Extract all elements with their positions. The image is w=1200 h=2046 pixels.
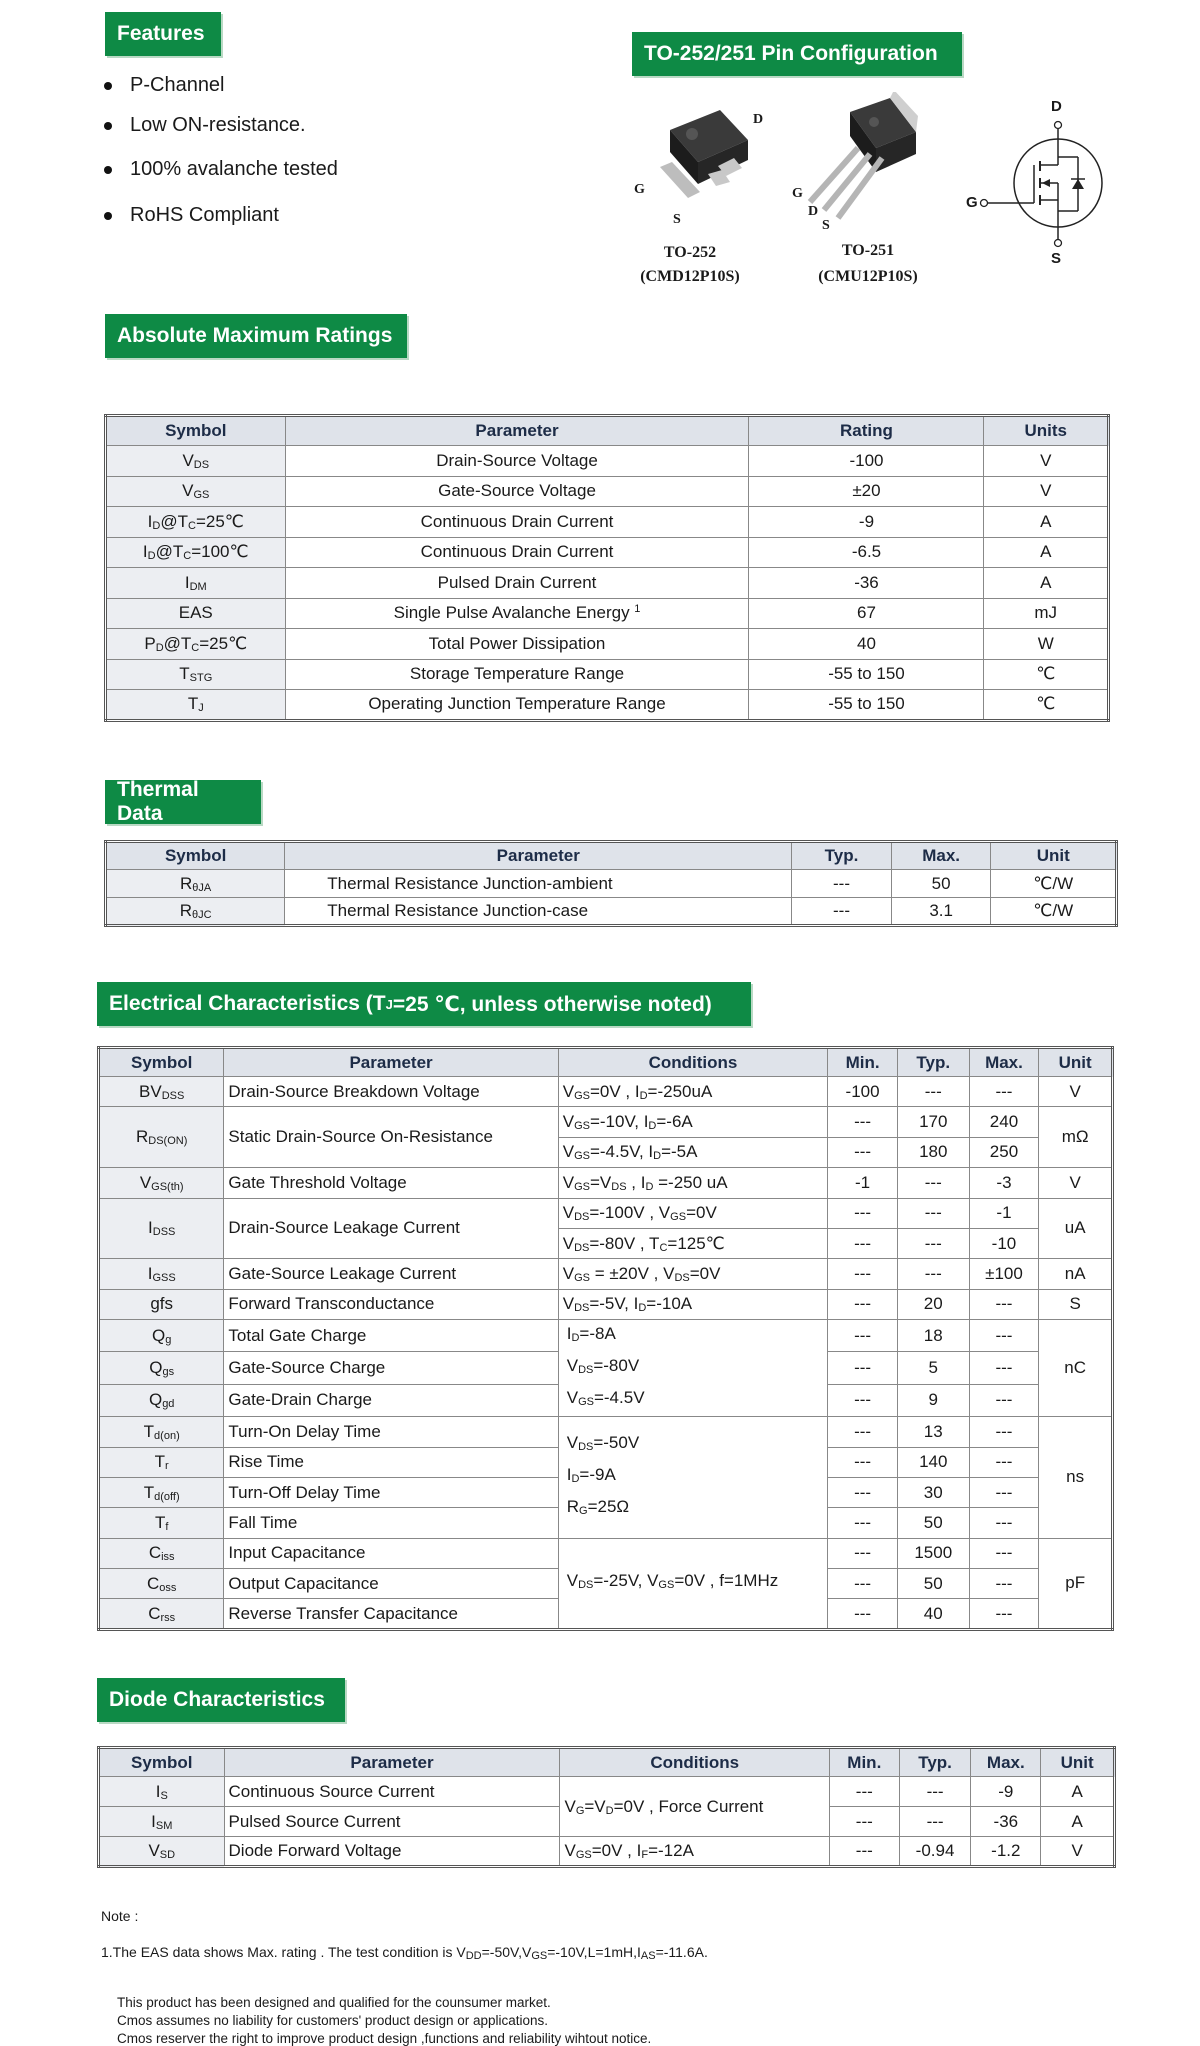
thermal-title: Thermal Data xyxy=(117,778,199,825)
typ-cell: 20 xyxy=(897,1289,969,1319)
parameter-cell: Total Gate Charge xyxy=(224,1320,558,1352)
symbol-cell: $R_{DS(ON)}$ xyxy=(99,1107,224,1168)
parameter-cell: Gate-Source Leakage Current xyxy=(224,1259,558,1289)
symbol-cell: $C_{iss}$ xyxy=(99,1538,224,1568)
parameter-cell: Pulsed Drain Current xyxy=(285,568,749,599)
max-cell: --- xyxy=(969,1352,1039,1384)
symbol-cell: $V_{GS(th)}$ xyxy=(99,1168,224,1198)
bullet-icon xyxy=(104,212,112,220)
table-row xyxy=(106,507,1109,538)
symbol-cell: $T_{d(on)}$ xyxy=(99,1417,224,1447)
table-row xyxy=(106,898,1117,926)
max-cell: ±100 xyxy=(969,1259,1039,1289)
unit-cell: S xyxy=(1039,1289,1113,1319)
max-cell: -3 xyxy=(969,1168,1039,1198)
typ-cell: 170 xyxy=(897,1107,969,1137)
condition-cell: $V_{GS}=0V$ , $I_D=-250uA$ xyxy=(558,1077,828,1107)
max-cell: -9 xyxy=(971,1777,1041,1807)
column-header: Units xyxy=(984,416,1109,446)
typ-cell: --- xyxy=(897,1168,969,1198)
condition-cell: $V_{DS}=-25V$, $V_{GS}=0V$ , f=1MHz xyxy=(558,1538,828,1629)
table-row xyxy=(106,568,1109,599)
min-cell: --- xyxy=(828,1259,898,1289)
max-cell: --- xyxy=(969,1538,1039,1568)
table-row xyxy=(99,1538,1113,1568)
parameter-cell: Diode Forward Voltage xyxy=(224,1837,560,1867)
rating-cell: -55 to 150 xyxy=(749,659,984,690)
symbol-cell: $T_J$ xyxy=(106,690,286,721)
to251-part-number: (CMU12P10S) xyxy=(818,268,918,285)
note-label: Note : xyxy=(101,1908,139,1924)
max-cell: --- xyxy=(969,1447,1039,1477)
symbol-cell: EAS xyxy=(106,598,286,629)
electrical-title-a: Electrical Characteristics (T xyxy=(109,992,386,1015)
max-cell: --- xyxy=(969,1320,1039,1352)
parameter-cell: Continuous Drain Current xyxy=(285,537,749,568)
column-header: Min. xyxy=(829,1748,899,1777)
feature-text: RoHS Compliant xyxy=(130,204,279,226)
min-cell: --- xyxy=(828,1417,898,1447)
unit-cell: V xyxy=(1041,1837,1115,1867)
max-cell: --- xyxy=(969,1477,1039,1507)
symbol-cell: $T_{d(off)}$ xyxy=(99,1477,224,1507)
column-header: Parameter xyxy=(224,1048,558,1077)
max-cell: 250 xyxy=(969,1137,1039,1167)
to252-package-image xyxy=(630,92,770,212)
thermal-table xyxy=(104,840,1118,927)
typ-cell: 180 xyxy=(897,1137,969,1167)
parameter-cell: Continuous Source Current xyxy=(224,1777,560,1807)
rating-cell: -55 to 150 xyxy=(749,690,984,721)
rating-cell: -36 xyxy=(749,568,984,599)
typ-cell: --- xyxy=(897,1077,969,1107)
rating-cell: 40 xyxy=(749,629,984,660)
max-cell: -1 xyxy=(969,1198,1039,1228)
parameter-cell: Gate-Source Voltage xyxy=(285,476,749,507)
min-cell: -1 xyxy=(828,1168,898,1198)
parameter-cell: Gate-Source Charge xyxy=(224,1352,558,1384)
max-cell: --- xyxy=(969,1569,1039,1599)
symbol-cell: $R_{\theta JC}$ xyxy=(106,898,285,926)
unit-cell: W xyxy=(984,629,1109,660)
feature-item xyxy=(104,74,225,97)
typ-cell: --- xyxy=(897,1228,969,1258)
condition-cell: $V_{GS} = \pm 20V$ , $V_{DS}=0V$ xyxy=(558,1259,828,1289)
condition-cell: $V_{GS}=0V$ , $I_F=-12A$ xyxy=(560,1837,829,1867)
symbol-cell: $T_r$ xyxy=(99,1447,224,1477)
unit-cell: uA xyxy=(1039,1198,1113,1259)
parameter-cell: Total Power Dissipation xyxy=(285,629,749,660)
electrical-title-b: =25 ℃, unless otherwise noted) xyxy=(392,992,712,1016)
electrical-table xyxy=(97,1046,1114,1631)
typ-cell: --- xyxy=(899,1807,971,1837)
parameter-cell: Reverse Transfer Capacitance xyxy=(224,1599,558,1629)
unit-cell: mJ xyxy=(984,598,1109,629)
min-cell: --- xyxy=(828,1137,898,1167)
symbol-pin-s: S xyxy=(1051,250,1062,267)
to251-package-image xyxy=(790,92,940,222)
parameter-cell: Continuous Drain Current xyxy=(285,507,749,538)
to252-part-number: (CMD12P10S) xyxy=(640,268,740,285)
table-row xyxy=(106,598,1109,629)
column-header: Typ. xyxy=(897,1048,969,1077)
symbol-cell: $I_{DM}$ xyxy=(106,568,286,599)
rating-cell: -6.5 xyxy=(749,537,984,568)
max-cell: --- xyxy=(969,1289,1039,1319)
column-header: Unit xyxy=(1039,1048,1113,1077)
unit-cell: V xyxy=(984,446,1109,477)
to251-pin-s: S xyxy=(822,218,830,233)
table-row xyxy=(99,1777,1115,1807)
parameter-cell: Pulsed Source Current xyxy=(224,1807,560,1837)
parameter-cell: Forward Transconductance xyxy=(224,1289,558,1319)
unit-cell: nA xyxy=(1039,1259,1113,1289)
bullet-icon xyxy=(104,122,112,130)
symbol-cell: $P_D@T_C=25℃$ xyxy=(106,629,286,660)
min-cell: --- xyxy=(828,1599,898,1629)
condition-cell: $V_{DS}=-5V$, $I_D=-10A$ xyxy=(558,1289,828,1319)
parameter-cell: Drain-Source Breakdown Voltage xyxy=(224,1077,558,1107)
min-cell: --- xyxy=(829,1777,899,1807)
feature-text: Low ON-resistance. xyxy=(130,114,306,136)
table-row xyxy=(106,870,1117,898)
table-row xyxy=(99,1107,1113,1137)
column-header: Unit xyxy=(1041,1748,1115,1777)
min-cell: --- xyxy=(828,1198,898,1228)
max-cell: -1.2 xyxy=(971,1837,1041,1867)
column-header: Symbol xyxy=(99,1748,225,1777)
unit-cell: A xyxy=(1041,1777,1115,1807)
parameter-cell: Thermal Resistance Junction-case xyxy=(285,898,792,926)
parameter-cell: Input Capacitance xyxy=(224,1538,558,1568)
table-row xyxy=(99,1289,1113,1319)
typ-cell: --- xyxy=(792,898,892,926)
condition-cell: $I_D=-8A$ $V_{DS}=-80V$ $V_{GS}=-4.5V$ xyxy=(558,1320,828,1417)
column-header: Symbol xyxy=(106,416,286,446)
symbol-cell: gfs xyxy=(99,1289,224,1319)
rating-cell: ±20 xyxy=(749,476,984,507)
parameter-cell: Thermal Resistance Junction-ambient xyxy=(285,870,792,898)
symbol-cell: $I_D@T_C=100℃$ xyxy=(106,537,286,568)
symbol-cell: $I_S$ xyxy=(99,1777,225,1807)
min-cell: --- xyxy=(829,1837,899,1867)
table-row xyxy=(106,629,1109,660)
unit-cell: nC xyxy=(1039,1320,1113,1417)
symbol-cell: $I_D@T_C=25℃$ xyxy=(106,507,286,538)
condition-cell: $V_{DS}=-100V$ , $V_{GS}=0V$ xyxy=(558,1198,828,1228)
p-channel-mosfet-symbol xyxy=(960,95,1110,270)
typ-cell: --- xyxy=(792,870,892,898)
symbol-cell: $I_{DSS}$ xyxy=(99,1198,224,1259)
parameter-cell: Turn-On Delay Time xyxy=(224,1417,558,1447)
parameter-cell: Gate Threshold Voltage xyxy=(224,1168,558,1198)
electrical-title-sub: J xyxy=(385,996,393,1012)
feature-text: P-Channel xyxy=(130,74,225,96)
column-header: Symbol xyxy=(99,1048,224,1077)
unit-cell: A xyxy=(1041,1807,1115,1837)
diode-table xyxy=(97,1746,1116,1868)
abs-max-table xyxy=(104,414,1110,722)
feature-text: 100% avalanche tested xyxy=(130,158,338,180)
diode-title: Diode Characteristics xyxy=(109,1688,325,1711)
symbol-cell: $T_f$ xyxy=(99,1508,224,1538)
symbol-cell: $Q_g$ xyxy=(99,1320,224,1352)
pin-config-heading xyxy=(632,32,962,76)
symbol-cell: $V_{DS}$ xyxy=(106,446,286,477)
pin-config-title: TO-252/251 Pin Configuration xyxy=(644,42,938,65)
column-header: Max. xyxy=(891,842,991,870)
abs-max-heading xyxy=(105,314,407,358)
thermal-heading xyxy=(105,780,261,824)
footer-line-1: This product has been designed and qualified for the counsumer market. xyxy=(117,1995,551,2010)
features-title: Features xyxy=(117,22,205,45)
unit-cell: ℃/W xyxy=(991,870,1117,898)
typ-cell: --- xyxy=(897,1259,969,1289)
min-cell: --- xyxy=(829,1807,899,1837)
column-header: Unit xyxy=(991,842,1117,870)
table-row xyxy=(106,476,1109,507)
min-cell: --- xyxy=(828,1538,898,1568)
footer-line-3: Cmos reserver the right to improve product design ,functions and reliability wihtout notice. xyxy=(117,2031,652,2046)
column-header: Typ. xyxy=(899,1748,971,1777)
bullet-icon xyxy=(104,166,112,174)
typ-cell: 1500 xyxy=(897,1538,969,1568)
unit-cell: A xyxy=(984,568,1109,599)
to251-pin-g: G xyxy=(792,186,803,201)
typ-cell: 140 xyxy=(897,1447,969,1477)
symbol-cell: $Q_{gs}$ xyxy=(99,1352,224,1384)
min-cell: --- xyxy=(828,1569,898,1599)
max-cell: --- xyxy=(969,1508,1039,1538)
symbol-cell: $BV_{DSS}$ xyxy=(99,1077,224,1107)
to251-name: TO-251 xyxy=(841,242,895,259)
to252-pin-d: D xyxy=(753,112,764,127)
symbol-cell: $R_{\theta JA}$ xyxy=(106,870,285,898)
max-cell: 3.1 xyxy=(891,898,991,926)
bullet-icon xyxy=(104,82,112,90)
unit-cell: ℃/W xyxy=(991,898,1117,926)
column-header: Symbol xyxy=(106,842,285,870)
parameter-cell: Gate-Drain Charge xyxy=(224,1384,558,1416)
table-row xyxy=(99,1198,1113,1228)
max-cell: -10 xyxy=(969,1228,1039,1258)
column-header: Max. xyxy=(969,1048,1039,1077)
unit-cell: A xyxy=(984,537,1109,568)
condition-cell: $V_{GS}=V_{DS}$ , $I_D =-250$ uA xyxy=(558,1168,828,1198)
table-row xyxy=(106,446,1109,477)
typ-cell: 40 xyxy=(897,1599,969,1629)
table-row xyxy=(99,1417,1113,1447)
typ-cell: 18 xyxy=(897,1320,969,1352)
abs-max-title: Absolute Maximum Ratings xyxy=(117,324,393,347)
parameter-cell: Single Pulse Avalanche Energy $^1$ xyxy=(285,598,749,629)
min-cell: --- xyxy=(828,1477,898,1507)
max-cell: -36 xyxy=(971,1807,1041,1837)
table-row xyxy=(99,1259,1113,1289)
column-header: Rating xyxy=(749,416,984,446)
table-row xyxy=(99,1077,1113,1107)
typ-cell: 50 xyxy=(897,1569,969,1599)
condition-cell: $V_G=V_D=0V$ , Force Current xyxy=(560,1777,829,1837)
typ-cell: --- xyxy=(897,1198,969,1228)
max-cell: 240 xyxy=(969,1107,1039,1137)
feature-item xyxy=(104,204,279,227)
parameter-cell: Turn-Off Delay Time xyxy=(224,1477,558,1507)
feature-item xyxy=(104,114,306,137)
parameter-cell: Operating Junction Temperature Range xyxy=(285,690,749,721)
parameter-cell: Static Drain-Source On-Resistance xyxy=(224,1107,558,1168)
max-cell: --- xyxy=(969,1077,1039,1107)
to251-pin-d: D xyxy=(808,204,819,219)
max-cell: --- xyxy=(969,1417,1039,1447)
min-cell: --- xyxy=(828,1107,898,1137)
typ-cell: 30 xyxy=(897,1477,969,1507)
typ-cell: -0.94 xyxy=(899,1837,971,1867)
column-header: Parameter xyxy=(285,842,792,870)
min-cell: --- xyxy=(828,1228,898,1258)
electrical-heading xyxy=(97,982,751,1026)
rating-cell: -100 xyxy=(749,446,984,477)
to252-name: TO-252 xyxy=(663,244,717,261)
to252-pin-s: S xyxy=(673,212,681,227)
typ-cell: --- xyxy=(899,1777,971,1807)
column-header: Parameter xyxy=(285,416,749,446)
rating-cell: 67 xyxy=(749,598,984,629)
column-header: Min. xyxy=(828,1048,898,1077)
footer-line-2: Cmos assumes no liability for customers' product design or applications. xyxy=(117,2013,549,2028)
column-header: Conditions xyxy=(558,1048,828,1077)
typ-cell: 5 xyxy=(897,1352,969,1384)
typ-cell: 9 xyxy=(897,1384,969,1416)
symbol-cell: $V_{GS}$ xyxy=(106,476,286,507)
column-header: Parameter xyxy=(224,1748,560,1777)
column-header: Conditions xyxy=(560,1748,829,1777)
condition-cell: $V_{DS}=-80V$ , $T_C=125℃$ xyxy=(558,1228,828,1258)
min-cell: --- xyxy=(828,1508,898,1538)
symbol-cell: $Q_{gd}$ xyxy=(99,1384,224,1416)
condition-cell: $V_{DS}=-50V$ $I_D=-9A$ $R_G=25\Omega$ xyxy=(558,1417,828,1539)
note-1: 1.The EAS data shows Max. rating . The test condition is $V_{DD}=-50V,V_{GS}=-10V,L=1mH,I_{AS}=-11.6A$. xyxy=(101,1944,708,1962)
max-cell: --- xyxy=(969,1384,1039,1416)
unit-cell: V xyxy=(1039,1077,1113,1107)
table-row xyxy=(106,537,1109,568)
min-cell: --- xyxy=(828,1320,898,1352)
symbol-cell: $T_{STG}$ xyxy=(106,659,286,690)
min-cell: --- xyxy=(828,1447,898,1477)
typ-cell: 50 xyxy=(897,1508,969,1538)
symbol-cell: $I_{GSS}$ xyxy=(99,1259,224,1289)
parameter-cell: Drain-Source Voltage xyxy=(285,446,749,477)
diode-heading xyxy=(97,1678,345,1722)
unit-cell: ns xyxy=(1039,1417,1113,1539)
footer-disclaimer xyxy=(117,1994,651,2046)
symbol-pin-d: D xyxy=(1051,98,1062,115)
unit-cell: ℃ xyxy=(984,690,1109,721)
parameter-cell: Drain-Source Leakage Current xyxy=(224,1198,558,1259)
parameter-cell: Output Capacitance xyxy=(224,1569,558,1599)
unit-cell: ℃ xyxy=(984,659,1109,690)
column-header: Typ. xyxy=(792,842,892,870)
min-cell: -100 xyxy=(828,1077,898,1107)
unit-cell: pF xyxy=(1039,1538,1113,1629)
table-row xyxy=(99,1168,1113,1198)
parameter-cell: Rise Time xyxy=(224,1447,558,1477)
min-cell: --- xyxy=(828,1352,898,1384)
max-cell: --- xyxy=(969,1599,1039,1629)
symbol-cell: $I_{SM}$ xyxy=(99,1807,225,1837)
to252-pin-g: G xyxy=(634,182,645,197)
unit-cell: mΩ xyxy=(1039,1107,1113,1168)
column-header: Max. xyxy=(971,1748,1041,1777)
unit-cell: V xyxy=(984,476,1109,507)
symbol-cell: $C_{oss}$ xyxy=(99,1569,224,1599)
parameter-cell: Storage Temperature Range xyxy=(285,659,749,690)
table-row xyxy=(99,1320,1113,1352)
condition-cell: $V_{GS}=-4.5V$, $I_D=-5A$ xyxy=(558,1137,828,1167)
symbol-cell: $V_{SD}$ xyxy=(99,1837,225,1867)
max-cell: 50 xyxy=(891,870,991,898)
unit-cell: A xyxy=(984,507,1109,538)
unit-cell: V xyxy=(1039,1168,1113,1198)
typ-cell: 13 xyxy=(897,1417,969,1447)
parameter-cell: Fall Time xyxy=(224,1508,558,1538)
symbol-pin-g: G xyxy=(966,194,978,211)
table-row xyxy=(106,690,1109,721)
min-cell: --- xyxy=(828,1289,898,1319)
features-heading xyxy=(105,12,221,56)
table-row xyxy=(99,1837,1115,1867)
rating-cell: -9 xyxy=(749,507,984,538)
symbol-cell: $C_{rss}$ xyxy=(99,1599,224,1629)
table-row xyxy=(106,659,1109,690)
condition-cell: $V_{GS}=-10V$, $I_D=-6A$ xyxy=(558,1107,828,1137)
feature-item xyxy=(104,158,338,181)
min-cell: --- xyxy=(828,1384,898,1416)
